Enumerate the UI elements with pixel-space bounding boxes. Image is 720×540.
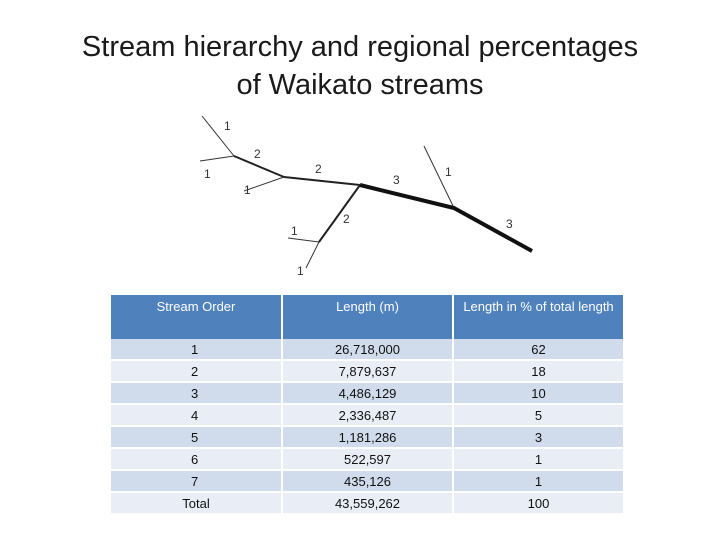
cell-stream-order: Total	[111, 493, 283, 515]
cell-length: 1,181,286	[283, 427, 454, 449]
title-line-1: Stream hierarchy and regional percentages	[81, 31, 639, 63]
order-label: 1	[297, 264, 304, 278]
cell-percent: 5	[454, 405, 625, 427]
table-row	[111, 427, 625, 449]
table-header-row	[111, 295, 625, 339]
cell-percent: 1	[454, 471, 625, 493]
cell-stream-order: 7	[111, 471, 283, 493]
stream-segment-order-2	[319, 185, 360, 242]
table-row-total	[111, 493, 625, 515]
order-label: 3	[506, 217, 513, 231]
header-stream-order: Stream Order	[111, 295, 283, 339]
cell-length: 43,559,262	[283, 493, 454, 515]
table-row	[111, 405, 625, 427]
order-label: 1	[224, 119, 231, 133]
title-line-2: of Waikato streams	[236, 69, 484, 101]
cell-length: 435,126	[283, 471, 454, 493]
stream-segment-order-1	[306, 242, 319, 268]
stream-segment-order-1	[200, 156, 234, 161]
cell-stream-order: 2	[111, 361, 283, 383]
order-label: 2	[315, 162, 322, 176]
cell-length: 7,879,637	[283, 361, 454, 383]
cell-percent: 10	[454, 383, 625, 405]
table-row	[111, 383, 625, 405]
header-length-percent: Length in % of total length	[454, 295, 625, 339]
cell-percent: 1	[454, 449, 625, 471]
cell-stream-order: 6	[111, 449, 283, 471]
header-length-m: Length (m)	[283, 295, 454, 339]
cell-length: 26,718,000	[283, 339, 454, 361]
stream-segment-order-1	[288, 238, 319, 242]
order-label: 1	[204, 167, 211, 181]
table-row	[111, 339, 625, 361]
order-label: 2	[343, 212, 350, 226]
order-label: 2	[254, 147, 261, 161]
cell-stream-order: 3	[111, 383, 283, 405]
cell-percent: 3	[454, 427, 625, 449]
order-label: 1	[445, 165, 452, 179]
stream-segment-order-2	[284, 177, 360, 185]
cell-length: 522,597	[283, 449, 454, 471]
cell-length: 2,336,487	[283, 405, 454, 427]
cell-percent: 62	[454, 339, 625, 361]
cell-length: 4,486,129	[283, 383, 454, 405]
stream-hierarchy-diagram	[180, 108, 560, 283]
order-label: 1	[291, 224, 298, 238]
table-row	[111, 471, 625, 493]
order-label: 3	[393, 173, 400, 187]
cell-percent: 18	[454, 361, 625, 383]
cell-percent: 100	[454, 493, 625, 515]
cell-stream-order: 1	[111, 339, 283, 361]
stream-order-table	[111, 295, 625, 515]
cell-stream-order: 4	[111, 405, 283, 427]
table-row	[111, 449, 625, 471]
cell-stream-order: 5	[111, 427, 283, 449]
slide-title	[0, 28, 720, 104]
order-label: 1	[244, 183, 251, 197]
table-row	[111, 361, 625, 383]
